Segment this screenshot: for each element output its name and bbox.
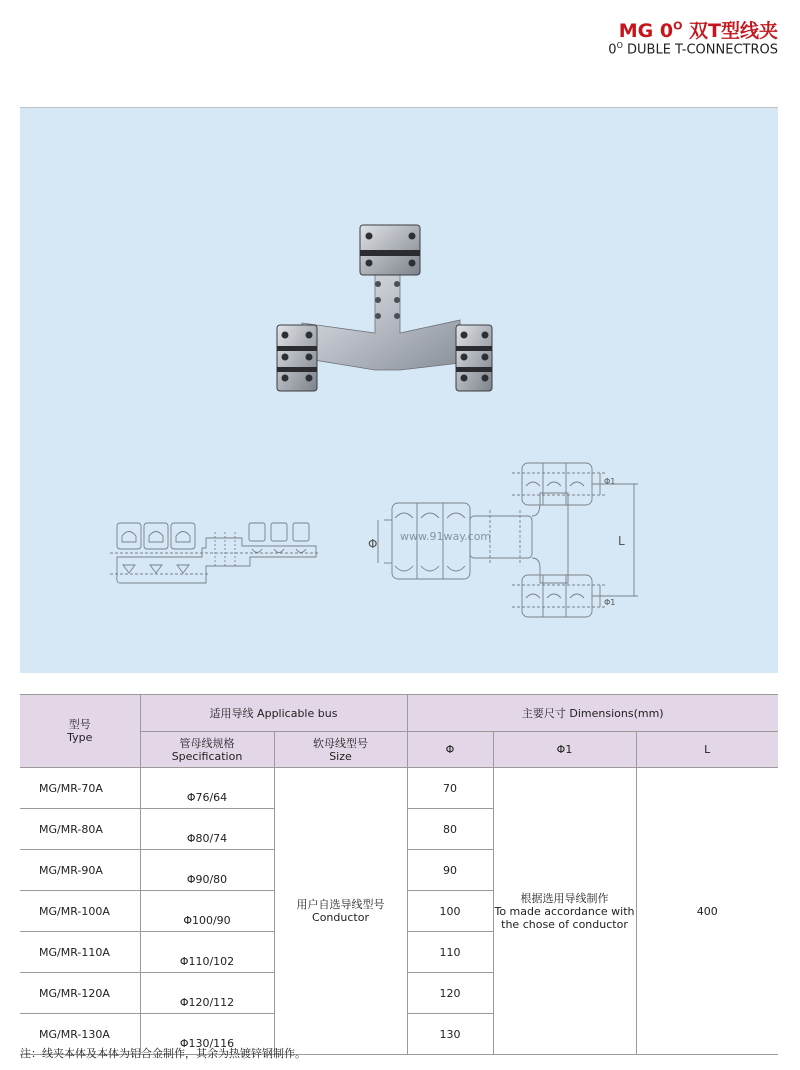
header-applicable-bus: 适用导线 Applicable bus — [140, 695, 407, 732]
cell-spec: Φ100/90 — [140, 891, 274, 932]
dimension-phi-label: Φ — [368, 537, 378, 551]
cell-type: MG/MR-90A — [20, 850, 140, 891]
header-specification: 管母线规格 Specification — [140, 732, 274, 768]
page-subtitle: $0^O$ DUBLE T-CONNECTROS — [608, 41, 778, 58]
cell-type: MG/MR-100A — [20, 891, 140, 932]
header-type: 型号 Type — [20, 695, 140, 768]
cell-type: MG/MR-80A — [20, 809, 140, 850]
header-size: 软母线型号 Size — [274, 732, 407, 768]
cell-phi: 70 — [407, 768, 493, 809]
header-L: L — [636, 732, 778, 768]
header-phi1: Φ1 — [493, 732, 636, 768]
header-phi: Φ — [407, 732, 493, 768]
product-figure-panel — [20, 108, 778, 673]
cell-phi: 110 — [407, 932, 493, 973]
cell-spec: Φ110/102 — [140, 932, 274, 973]
cell-phi: 100 — [407, 891, 493, 932]
watermark: www.91way.com — [400, 530, 492, 543]
footnote: 注：线夹本体及本体为铝合金制作，其余为热镀锌钢制作。 — [20, 1047, 306, 1060]
cell-type: MG/MR-120A — [20, 973, 140, 1014]
cell-spec: Φ76/64 — [140, 768, 274, 809]
product-illustration — [20, 108, 778, 673]
cell-L-merged: 400 — [636, 768, 778, 1055]
dimension-L-label: L — [618, 534, 625, 548]
cell-phi: 90 — [407, 850, 493, 891]
page-title: MG $0^O$ 双T型线夹 — [618, 19, 778, 42]
cell-type: MG/MR-70A — [20, 768, 140, 809]
table-row — [20, 768, 778, 809]
cell-phi: 80 — [407, 809, 493, 850]
dimension-phi1-top-label: Φ1 — [604, 477, 616, 486]
cell-phi1-merged: 根据选用导线制作 To made accordance with the chose of conductor — [493, 768, 636, 1055]
cell-type: MG/MR-130A — [20, 1014, 140, 1055]
connector-photo — [277, 225, 492, 391]
cell-phi: 130 — [407, 1014, 493, 1055]
cell-spec: Φ130/116 — [140, 1014, 274, 1055]
cell-type: MG/MR-110A — [20, 932, 140, 973]
cell-spec: Φ120/112 — [140, 973, 274, 1014]
cell-phi: 120 — [407, 973, 493, 1014]
cell-spec: Φ90/80 — [140, 850, 274, 891]
side-view-drawing — [110, 523, 320, 583]
cell-spec: Φ80/74 — [140, 809, 274, 850]
cell-size-merged: 用户自选导线型号 Conductor — [274, 768, 407, 1055]
spec-table — [20, 694, 778, 1055]
header-dimensions: 主要尺寸 Dimensions(mm) — [407, 695, 778, 732]
dimension-phi1-bottom-label: Φ1 — [604, 598, 616, 607]
